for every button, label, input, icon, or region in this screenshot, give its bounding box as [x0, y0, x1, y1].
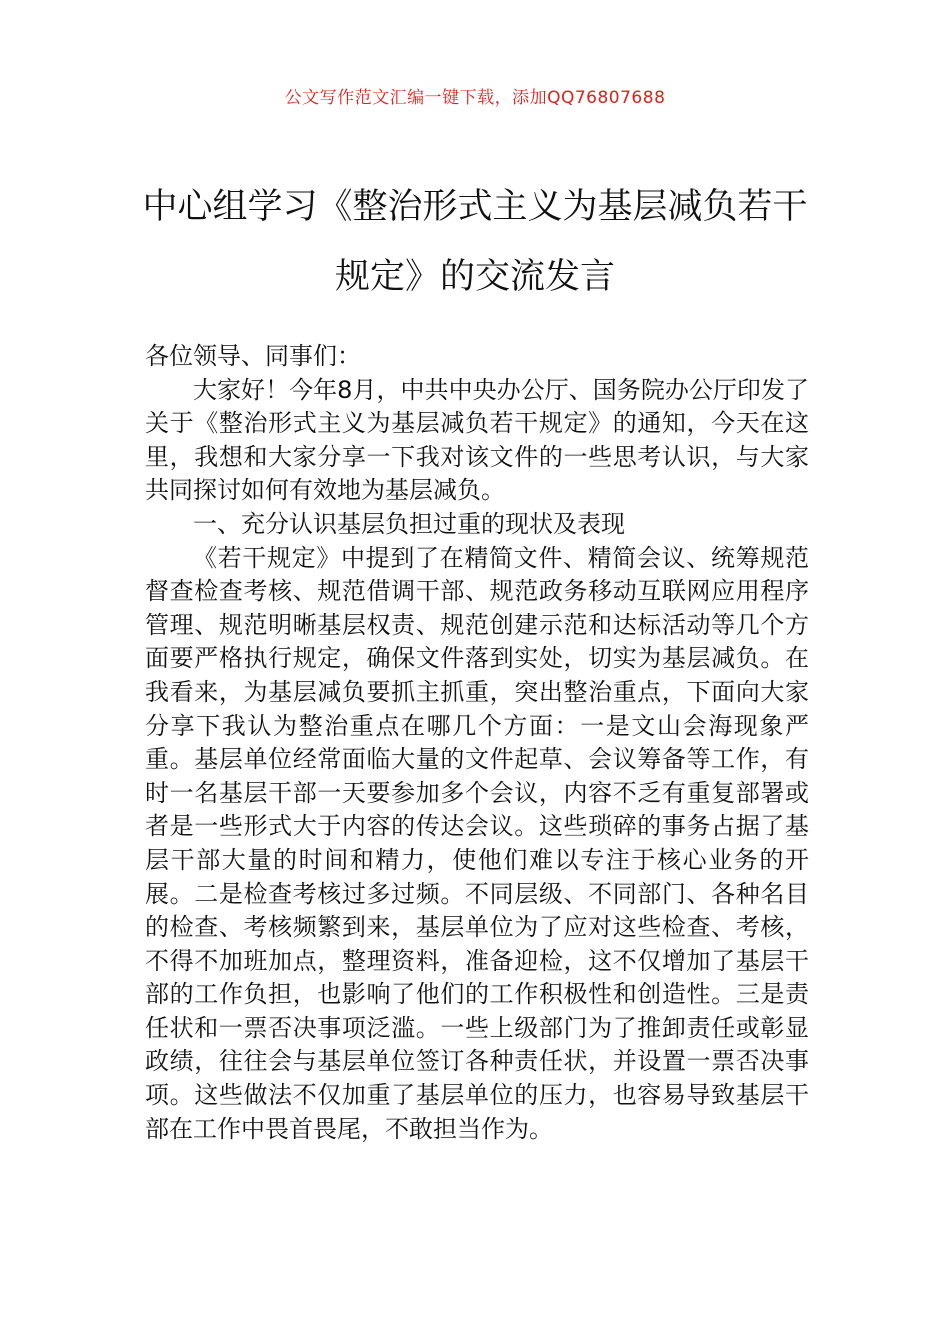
salutation: 各位领导、同事们： — [145, 342, 361, 370]
promo-banner: 公文写作范文汇编一键下载，添加QQ76807688 — [284, 88, 666, 108]
paragraph-section-1: 《若干规定》中提到了在精简文件、精简会议、统筹规范督查检查考核、规范借调干部、规范政务移动互联网应用程序管理、规范明晰基层权责、规范创建示范和达标活动等几个方面要严格执行规定，确保文件落到实处，切实为基层减负。在我看来，为基层减负要抓主抓重，突出整治重点，下面向大家分享下我认为整治重点在哪几个方面：一是文山会海现象严重。基层单位经常面临大量的文件起草、会议筹备等工作，有时一名基层干部一天要参加多个会议，内容不乏有重复部署或者是一些形式大于内容的传达会议。这些琐碎的事务占据了基层干部大量的时间和精力，使他们难以专注于核心业务的开展。二是检查考核过多过频。不同层级、不同部门、各种名目的检查、考核频繁到来，基层单位为了应对这些检查、考核，不得不加班加点，整理资料，准备迎检，这不仅增加了基层干部的工作负担，也影响了他们的工作积极性和创造性。三是责任状和一票否决事项泛滥。一些上级部门为了推卸责任或彰显政绩，往往会与基层单位签订各种责任状，并设置一票否决事项。这些做法不仅加重了基层单位的压力，也容易导致基层干部在工作中畏首畏尾，不敢担当作为。 — [145, 543, 809, 1143]
document-title: 中心组学习《整治形式主义为基层减负若干规定》的交流发言 — [142, 187, 808, 297]
section-heading: 一、充分认识基层负担过重的现状及表现 — [193, 509, 625, 538]
paragraph-intro: 大家好！今年8月，中共中央办公厅、国务院办公厅印发了关于《整治形式主义为基层减负若干规定》的通知，今天在这里，我想和大家分享一下我对该文件的一些思考认识，与大家共同探讨如何有效地为基层减负。 — [145, 375, 809, 505]
document-body — [145, 340, 809, 1146]
